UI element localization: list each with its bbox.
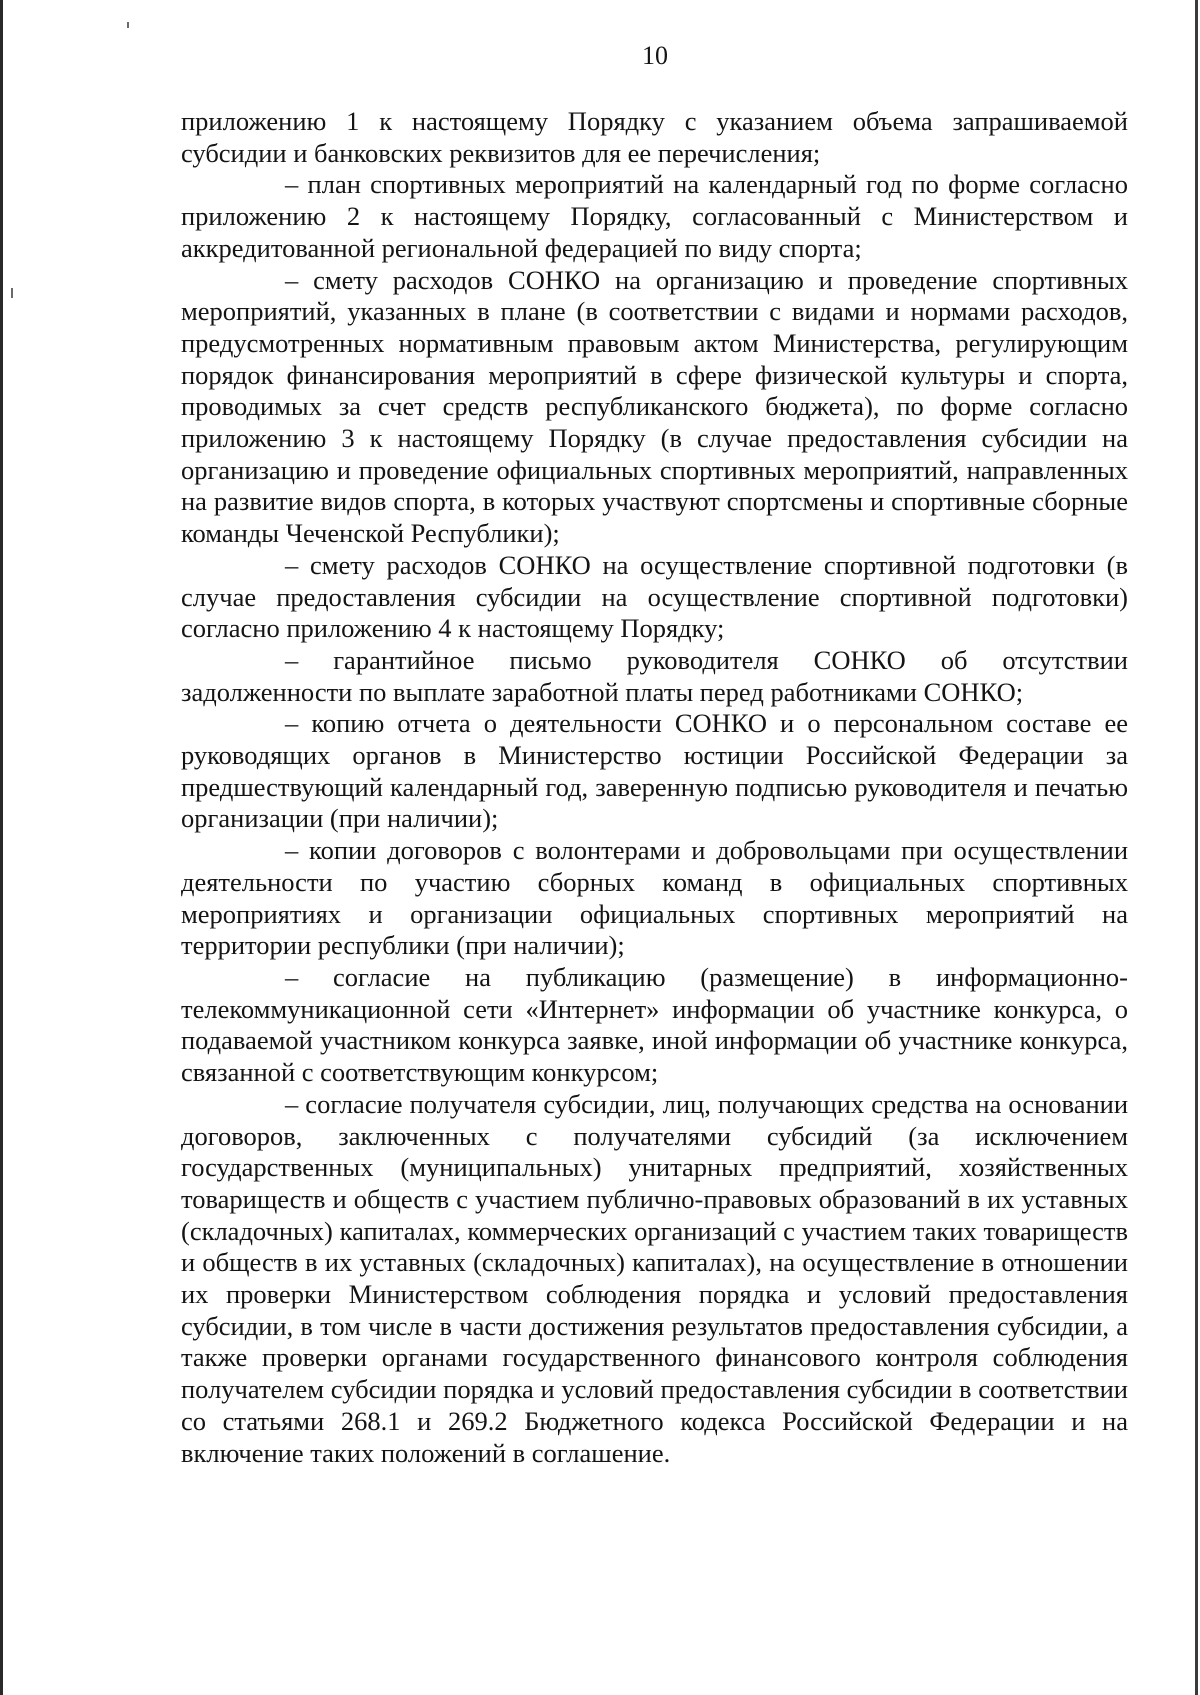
list-item-audit-consent: – согласие получателя субсидии, лиц, получающих средства на основании договоров, заключенных с получателями субсидий (за исключением государственных (муниципальных) унитарных предприятий, хозяйственных товариществ и обществ с участием публично-правовых образований в их уставных (складочных) капиталах, коммерческих организаций с участием таких товариществ и обществ в их уставных (складочных) капиталах), на осуществление в отношении их проверки Министерством соблюдения порядка и условий предоставления субсидии, в том числе в части достижения результатов предоставления субсидии, а также проверки органами государственного финансового контроля соблюдения получателем субсидии порядка и условий предоставления субсидии в соответствии со статьями 268.1 и 269.2 Бюджетного кодекса Российской Федерации и на включение таких положений в соглашение. <box>181 1088 1128 1468</box>
list-item-volunteer-contracts: – копии договоров с волонтерами и добровольцами при осуществлении деятельности по участию сборных команд в официальных спортивных мероприятиях и организации официальных спортивных мероприятий на территории республики (при наличии); <box>181 835 1128 961</box>
scan-edge-left <box>0 0 3 1695</box>
document-body <box>181 106 1128 1469</box>
list-item-publication-consent: – согласие на публикацию (размещение) в информационно-телекоммуникационной сети «Интернет» информации об участнике конкурса, о подаваемой участником конкурса заявке, иной информации об участнике конкурса, связанной с соответствующим конкурсом; <box>181 961 1128 1088</box>
list-item-activity-report: – копию отчета о деятельности СОНКО и о персональном составе ее руководящих органов в Министерство юстиции Российской Федерации за предшествующий календарный год, заверенную подписью руководителя и печатью организации (при наличии); <box>181 708 1128 834</box>
scan-speck <box>11 288 13 298</box>
page-number: 10 <box>642 41 668 70</box>
scan-speck <box>127 22 129 28</box>
list-item-guarantee-letter: – гарантийное письмо руководителя СОНКО об отсутствии задолженности по выплате заработной платы перед работниками СОНКО; <box>181 644 1128 707</box>
scan-edge-right <box>1195 0 1198 1695</box>
paragraph-continuation: приложению 1 к настоящему Порядку с указанием объема запрашиваемой субсидии и банковских реквизитов для ее перечисления; <box>181 106 1128 168</box>
list-item-sports-plan: – план спортивных мероприятий на календарный год по форме согласно приложению 2 к настоящему Порядку, согласованный с Министерством и аккредитованной региональной федерацией по виду спорта; <box>181 169 1128 263</box>
list-item-training-budget: – смету расходов СОНКО на осуществление спортивной подготовки (в случае предоставления субсидии на осуществление спортивной подготовки) согласно приложению 4 к настоящему Порядку; <box>181 549 1128 644</box>
list-item-events-budget: – смету расходов СОНКО на организацию и проведение спортивных мероприятий, указанных в плане (в соответствии с видами и нормами расходов, предусмотренных нормативным правовым актом Министерства, регулирующим порядок финансирования мероприятий в сфере физической культуры и спорта, проводимых за счет средств республиканского бюджета), по форме согласно приложению 3 к настоящему Порядку (в случае предоставления субсидии на организацию и проведение официальных спортивных мероприятий, направленных на развитие видов спорта, в которых участвуют спортсмены и спортивные сборные команды Чеченской Республики); <box>181 264 1128 549</box>
